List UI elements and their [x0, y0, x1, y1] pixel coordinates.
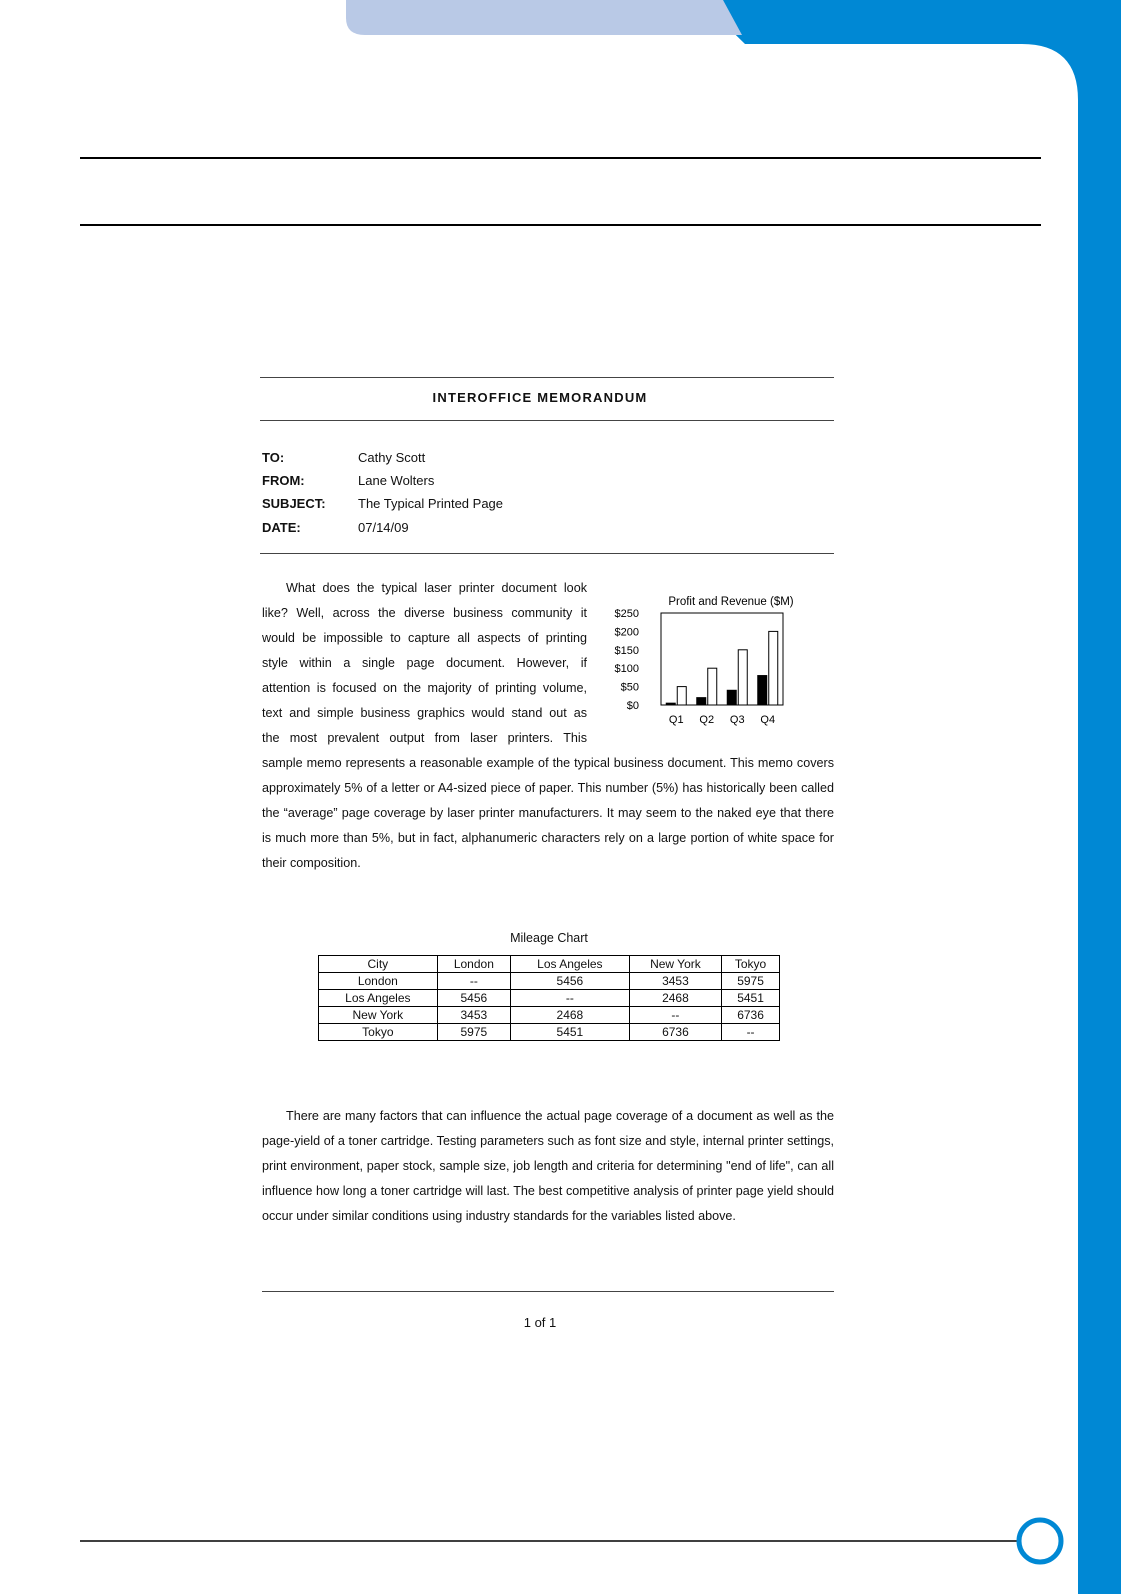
y-tick-label: $150 [614, 644, 639, 657]
mileage-caption: Mileage Chart [510, 931, 588, 945]
table-cell: -- [437, 973, 510, 990]
table-cell: 2468 [511, 1007, 630, 1024]
table-cell: 5975 [437, 1024, 510, 1041]
paragraph-1-intro [262, 576, 587, 751]
table-cell: 3453 [437, 1007, 510, 1024]
profit-bar-q3 [727, 690, 736, 705]
table-cell: -- [722, 1024, 780, 1041]
profit-revenue-chart [600, 585, 840, 735]
footer-circle-icon [1019, 1520, 1061, 1562]
memo-rule-2 [260, 420, 834, 421]
table-cell: -- [511, 990, 630, 1007]
header-cell: Los Angeles [511, 956, 630, 973]
y-tick-label: $0 [626, 700, 639, 712]
p1-line: What does the typical laser printer document look [286, 581, 587, 595]
subject-value: The Typical Printed Page [358, 496, 504, 511]
table-cell: 2468 [629, 990, 721, 1007]
revenue-bar-q1 [677, 687, 686, 705]
to-value: Cathy Scott [358, 450, 426, 465]
table-cell: Tokyo [319, 1024, 438, 1041]
revenue-bar-q3 [738, 650, 747, 705]
table-cell: London [319, 973, 438, 990]
profit-bar-q4 [758, 676, 767, 705]
to-label: TO: [262, 450, 285, 465]
revenue-bar-q2 [708, 668, 717, 705]
table-cell: -- [629, 1007, 721, 1024]
p1-line: attention is focused on the majority of printing volume, [262, 681, 587, 695]
table-cell: 5456 [437, 990, 510, 1007]
y-tick-label: $200 [614, 626, 639, 639]
table-row [319, 1007, 780, 1024]
table-cell: New York [319, 1007, 438, 1024]
paragraph-2: There are many factors that can influence the actual page coverage of a document as well as the page-yield of a toner cartridge. Testing parameters such as font size and style, internal printer settings, print environment, paper stock, sample size, job length and criteria for determining "end of life", can all influence how long a toner cartridge will last. The best competitive analysis of printer page yield should occur under similar conditions using industry standards for the variables listed above. [262, 1109, 834, 1223]
p1-line: text and simple business graphics would stand out as [262, 706, 587, 720]
table-cell: 3453 [629, 973, 721, 990]
table-cell: 5456 [511, 973, 630, 990]
header-cell: New York [629, 956, 721, 973]
table-cell: 6736 [722, 1007, 780, 1024]
header-cell: London [437, 956, 510, 973]
header-cell: City [319, 956, 438, 973]
mileage-table [318, 955, 780, 1041]
from-value: Lane Wolters [358, 473, 435, 488]
page-number: 1 of 1 [523, 1315, 557, 1330]
table-cell: 5451 [722, 990, 780, 1007]
table-cell: 5451 [511, 1024, 630, 1041]
table-header-row [319, 956, 780, 973]
y-tick-label: $250 [614, 608, 639, 620]
table-cell: 6736 [629, 1024, 721, 1041]
chart-title: Profit and Revenue ($M) [668, 596, 794, 608]
x-tick-label: Q2 [699, 714, 715, 726]
table-cell: Los Angeles [319, 990, 438, 1007]
date-label: DATE: [262, 520, 301, 535]
p1-line: like? Well, across the diverse business community it [262, 606, 587, 620]
header-rule-bottom [80, 224, 1041, 226]
memo-title: INTEROFFICE MEMORANDUM [432, 390, 648, 405]
x-tick-label: Q4 [760, 714, 776, 726]
y-tick-label: $50 [620, 681, 639, 694]
date-value: 07/14/09 [358, 520, 409, 535]
revenue-bar-q4 [769, 631, 778, 705]
table-row [319, 973, 780, 990]
header-tab [346, 0, 742, 35]
profit-bar-q2 [697, 698, 706, 705]
subject-label: SUBJECT: [262, 496, 326, 511]
x-tick-label: Q1 [668, 714, 684, 726]
table-row [319, 1024, 780, 1041]
from-label: FROM: [262, 473, 305, 488]
memo-rule-3 [260, 553, 834, 554]
paragraph-1-rest: sample memo represents a reasonable example of the typical business document. This memo covers approximately 5% of a letter or A4-sized piece of paper. This number (5%) has historically been called the “average” page coverage by laser printer manufacturers. It may seem to the naked eye that there is much more than 5%, but in fact, alphanumeric characters rely on a large portion of white space for their composition. [262, 756, 834, 870]
x-tick-label: Q3 [729, 714, 745, 726]
profit-bar-q1 [666, 703, 675, 705]
header-rule-top [80, 157, 1041, 159]
y-tick-label: $100 [614, 663, 639, 676]
p1-line: would be impossible to capture all aspects of printing [262, 631, 587, 645]
memo-rule-bottom [262, 1291, 834, 1292]
table-cell: 5975 [722, 973, 780, 990]
header-cell: Tokyo [722, 956, 780, 973]
table-row [319, 990, 780, 1007]
p1-line: the most prevalent output from laser printers. This [262, 731, 587, 745]
p1-line: style within a single page document. However, if [262, 656, 587, 670]
memo-rule-1 [260, 377, 834, 378]
